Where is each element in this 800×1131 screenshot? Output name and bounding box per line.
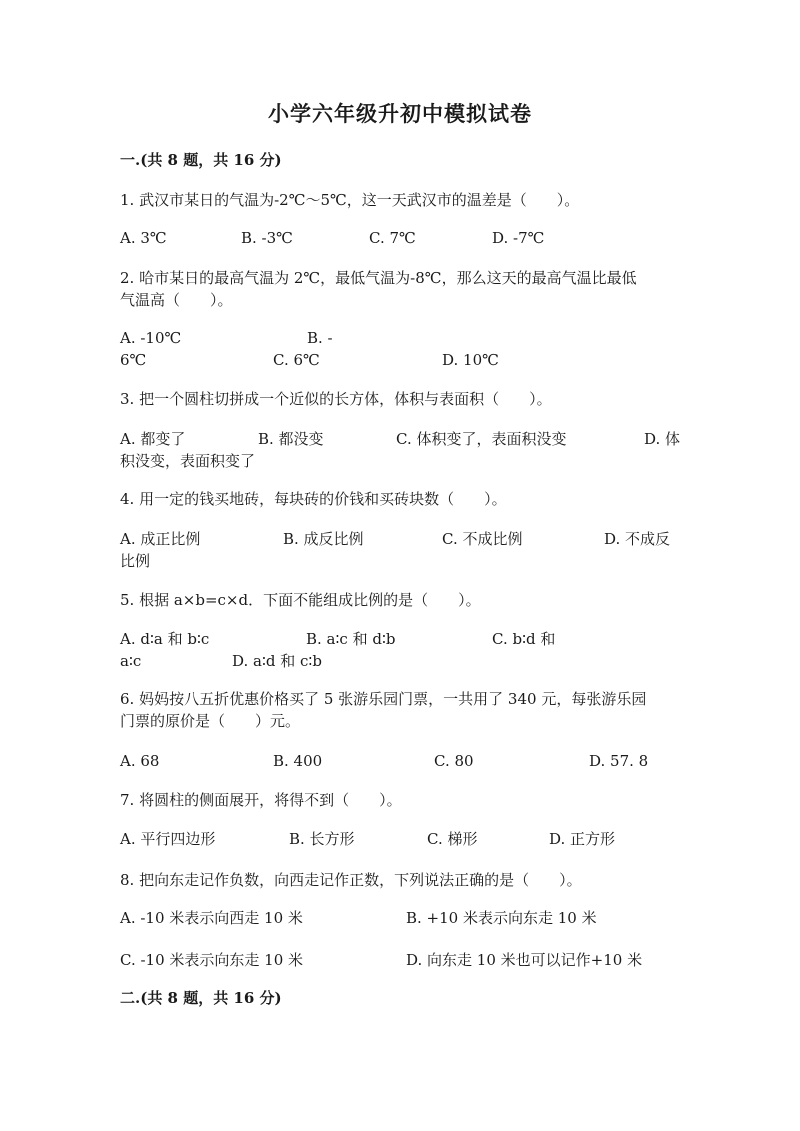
q2-option-b-part1: B. - [307, 329, 333, 347]
q3-option-b: B. 都没变 [258, 430, 324, 448]
question-6-line-2: 门票的原价是（ ）元。 [120, 712, 301, 730]
page-title: 小学六年级升初中模拟试卷 [268, 101, 532, 126]
q5-option-d: D. a∶d 和 c∶b [232, 652, 322, 670]
q1-option-c: C. 7℃ [369, 229, 416, 247]
question-7: 7. 将圆柱的侧面展开，将得不到（ ）。 [120, 791, 402, 809]
q1-option-b: B. -3℃ [241, 229, 293, 247]
q2-option-c: C. 6℃ [273, 351, 320, 369]
q2-option-d: D. 10℃ [442, 351, 499, 369]
q6-option-d: D. 57. 8 [589, 752, 649, 770]
q7-option-a: A. 平行四边形 [120, 830, 216, 848]
question-6-line-1: 6. 妈妈按八五折优惠价格买了 5 张游乐园门票，一共用了 340 元，每张游乐园 [120, 690, 647, 708]
q5-option-c-part1: C. b∶d 和 [492, 630, 556, 648]
q5-option-c-part2: a∶c [120, 652, 142, 670]
question-5: 5. 根据 a×b=c×d．下面不能组成比例的是（ ）。 [120, 591, 481, 609]
q5-option-a: A. d∶a 和 b∶c [120, 630, 210, 648]
question-4: 4. 用一定的钱买地砖，每块砖的价钱和买砖块数（ ）。 [120, 490, 507, 508]
q5-option-b: B. a∶c 和 d∶b [306, 630, 396, 648]
question-2-line-2: 气温高（ ）。 [120, 291, 233, 309]
q8-option-b: B. +10 米表示向东走 10 米 [406, 909, 597, 927]
q1-option-a: A. 3℃ [120, 229, 167, 247]
q4-option-c: C. 不成比例 [442, 530, 523, 548]
q7-option-b: B. 长方形 [289, 830, 355, 848]
q2-option-b-part2: 6℃ [120, 351, 147, 369]
question-2-line-1: 2. 哈市某日的最高气温为 2℃，最低气温为-8℃，那么这天的最高气温比最低 [120, 269, 637, 287]
q6-option-a: A. 68 [120, 752, 160, 770]
q1-option-d: D. -7℃ [492, 229, 545, 247]
q7-option-d: D. 正方形 [549, 830, 616, 848]
q6-option-c: C. 80 [434, 752, 474, 770]
q8-option-d: D. 向东走 10 米也可以记作+10 米 [406, 951, 643, 969]
q8-option-a: A. -10 米表示向西走 10 米 [120, 909, 303, 927]
q3-option-c: C. 体积变了，表面积没变 [396, 430, 567, 448]
q4-option-a: A. 成正比例 [120, 530, 201, 548]
q6-option-b: B. 400 [273, 752, 323, 770]
question-8: 8. 把向东走记作负数，向西走记作正数，下列说法正确的是（ ）。 [120, 871, 582, 889]
q3-option-a: A. 都变了 [120, 430, 186, 448]
q4-option-d-part1: D. 不成反 [604, 530, 671, 548]
q2-option-a: A. -10℃ [120, 329, 182, 347]
section-heading-1: 一.(共 8 题，共 16 分) [120, 151, 282, 169]
q3-option-d-part2: 积没变，表面积变了 [120, 452, 256, 470]
q4-option-d-part2: 比例 [120, 552, 151, 570]
section-heading-2: 二.(共 8 题，共 16 分) [120, 989, 282, 1007]
question-3: 3. 把一个圆柱切拼成一个近似的长方体，体积与表面积（ ）。 [120, 390, 552, 408]
q8-option-c: C. -10 米表示向东走 10 米 [120, 951, 304, 969]
q3-option-d-part1: D. 体 [644, 430, 681, 448]
q7-option-c: C. 梯形 [427, 830, 478, 848]
q4-option-b: B. 成反比例 [283, 530, 364, 548]
question-1: 1. 武汉市某日的气温为-2℃～5℃，这一天武汉市的温差是（ ）。 [120, 191, 580, 209]
